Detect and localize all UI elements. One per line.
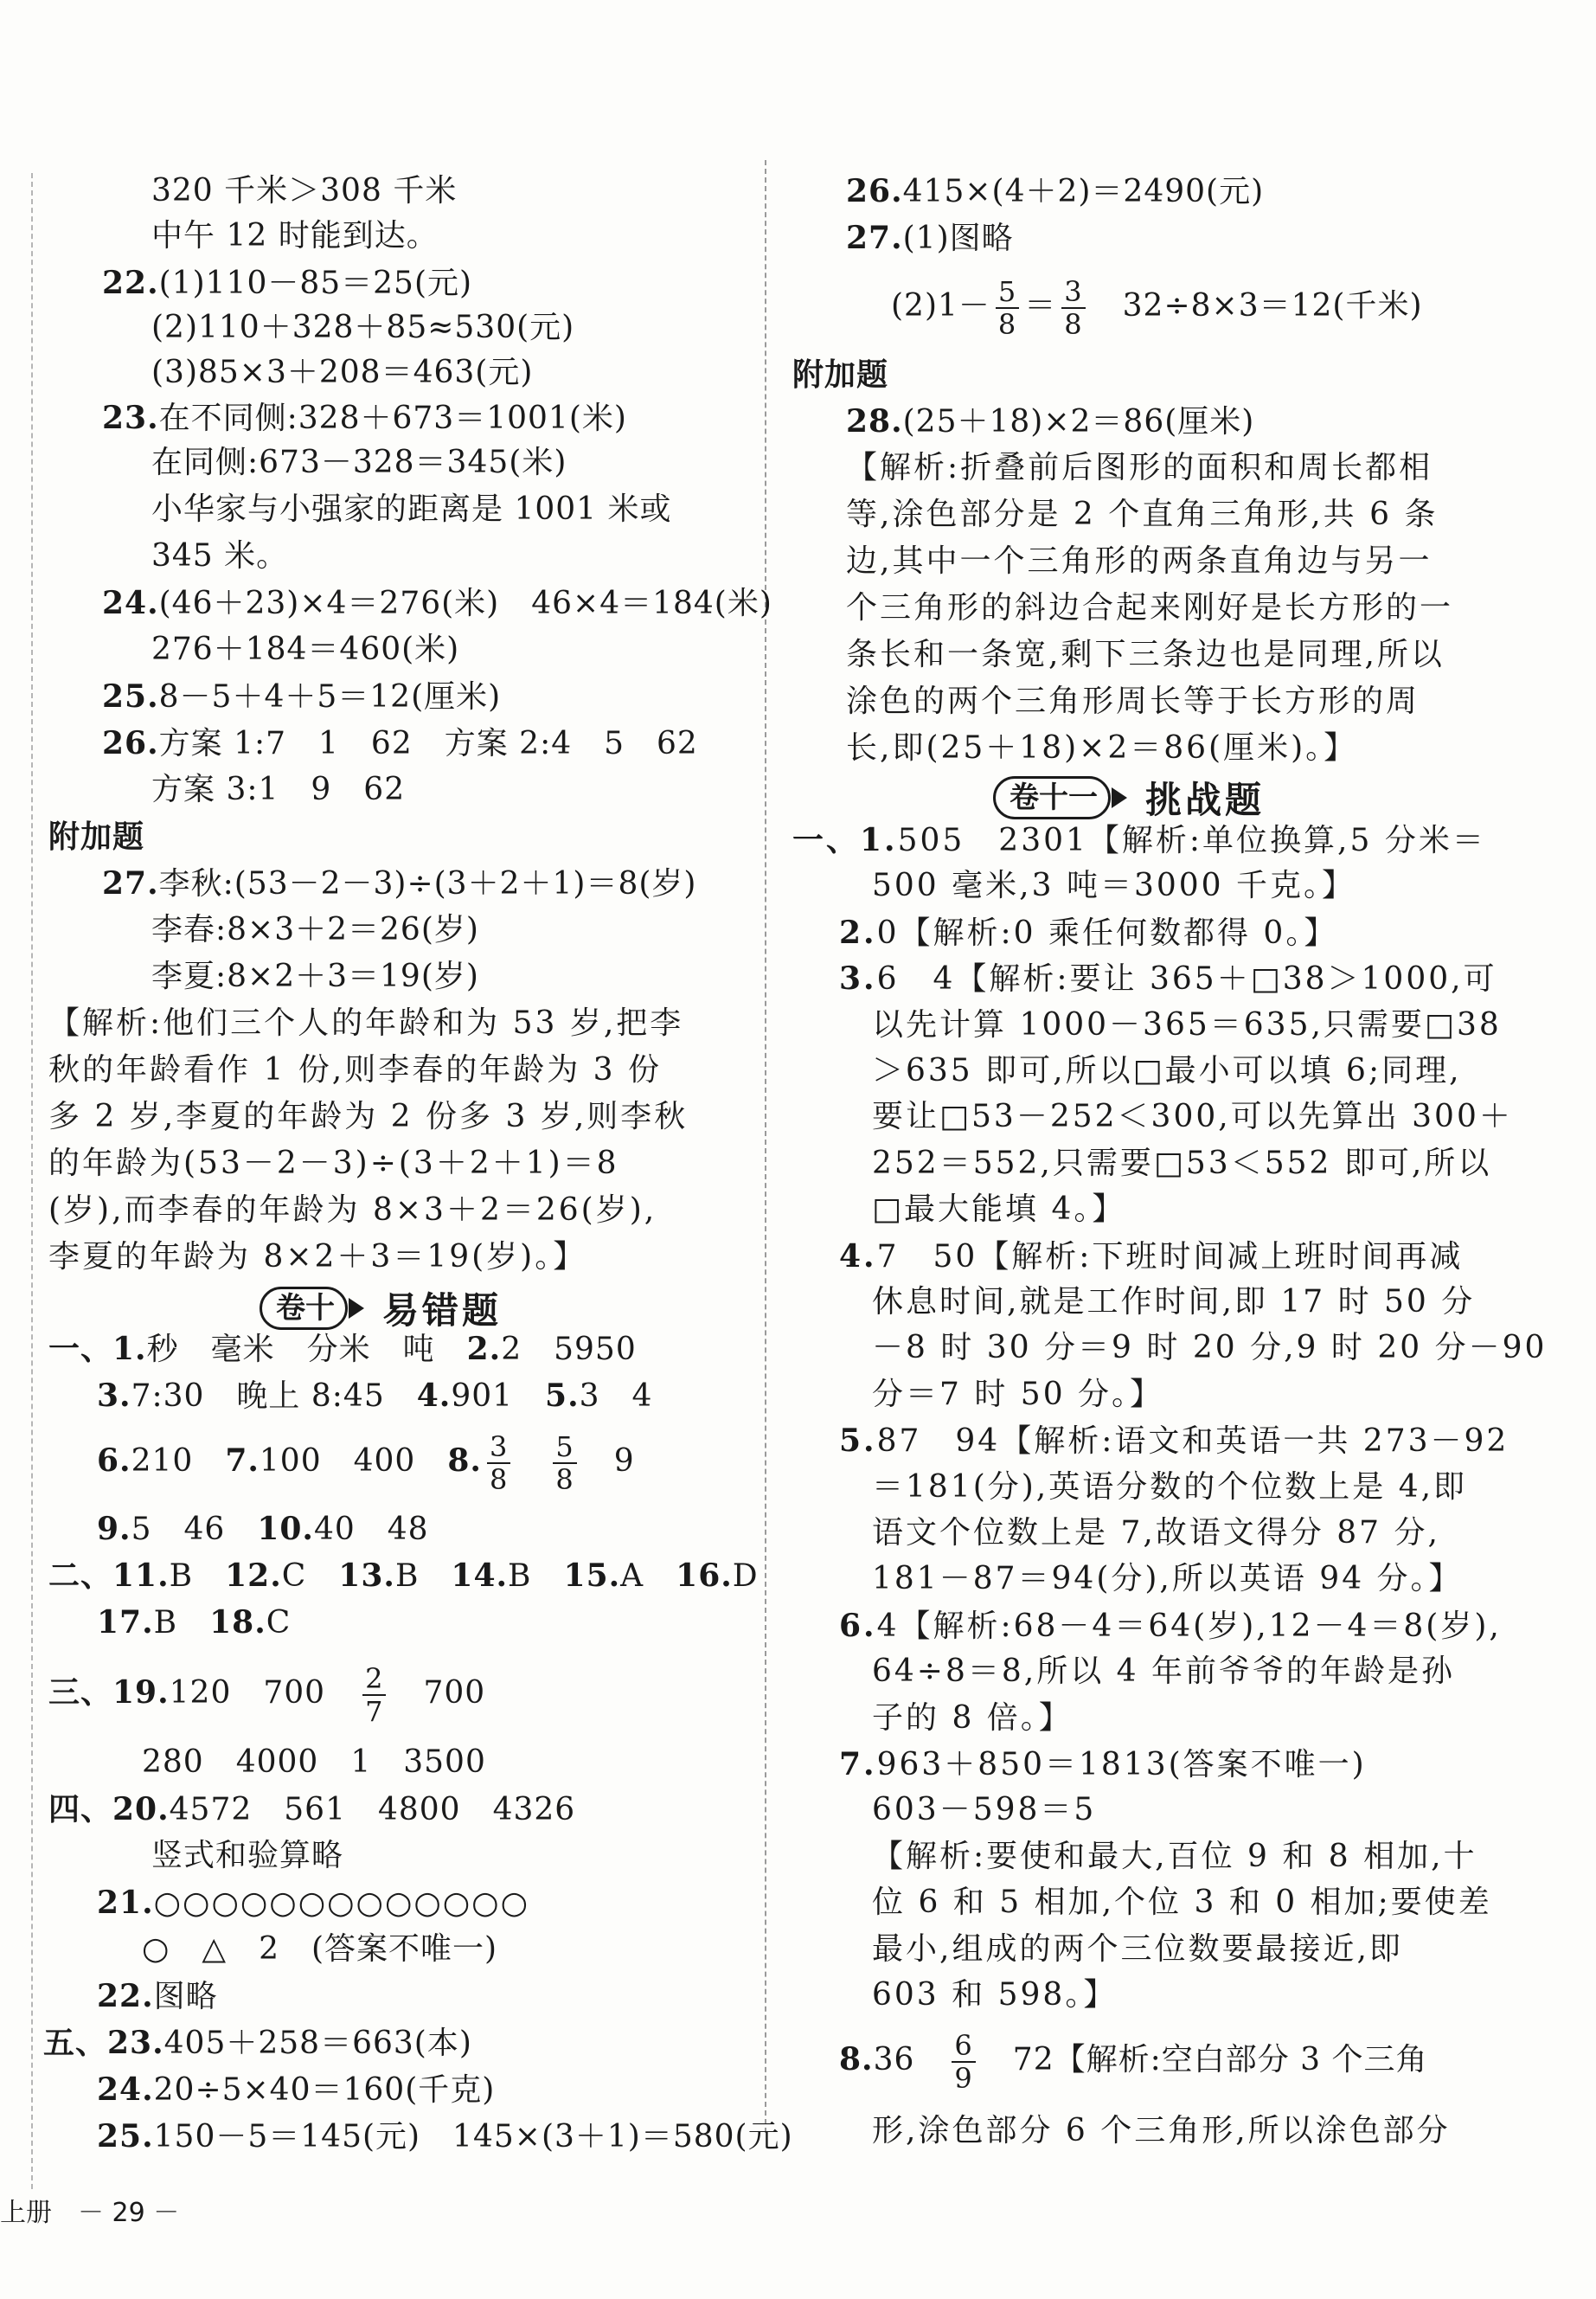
answer-text: □最大能填 4。】 [872,1191,1126,1227]
answer-row [839,1421,1509,1461]
text-line: 在同侧:673－328＝345(米) [151,445,567,480]
question-number: 13. [338,1557,395,1594]
answer-text: B [153,1605,210,1641]
analysis-line [872,1790,1096,1830]
badge-label: 卷十一 [1010,780,1098,815]
question-number: 24. [97,2071,154,2108]
text-line: (2)110＋328＋85≈530(元) [151,310,575,345]
question-number: 2. [839,915,877,951]
answer-text: 505 2301【解析:单位换算,5 分米＝ [897,823,1486,858]
answer-text: 4【解析:68－4＝64(岁),12－4＝8(岁), [876,1609,1502,1644]
answer-row [97,1426,635,1496]
question-24 [102,583,772,624]
answer-text: 415×(4＋2)＝2490(元) [902,174,1265,209]
question-25 [102,677,501,717]
analysis-line [872,1883,1492,1923]
question-number: 27. [102,865,159,902]
analysis-line [872,1467,1467,1507]
question-22 [102,263,472,304]
analysis-line [872,1975,1117,2015]
answer-text: 【解析:要使和最大,百位 9 和 8 相加,十 [872,1839,1477,1874]
answer-text: (46＋23)×4＝276(米) 46×4＝184(米) [158,586,772,621]
answer-text: 位 6 和 5 相加,个位 3 和 0 相加;要使差 [872,1885,1492,1920]
answer-text: D [732,1558,759,1594]
question-number: 五、23. [43,2025,164,2061]
analysis-line: 条长和一条宽,剩下三条边也是同理,所以 [846,637,1445,672]
fraction [362,1663,386,1727]
answer-row [97,1376,652,1416]
analysis-line: 秋的年龄看作 1 份,则李春的年龄为 3 份 [48,1052,663,1088]
answer-row [97,1883,529,1923]
answer-text: 40 48 [313,1512,429,1547]
analysis-line [872,1375,1163,1415]
answer-row [839,959,1497,999]
answer-text: 120 700 [169,1675,326,1711]
fraction [1061,276,1085,340]
answer-text: 181－87＝94(分),所以英语 94 分。】 [872,1561,1463,1596]
question-number: 2. [466,1331,502,1367]
question-28 [846,401,1254,442]
answer-row [891,272,1423,341]
numerator: 3 [487,1431,510,1464]
answer-row [97,1976,218,2017]
denominator: 8 [489,1463,509,1496]
answer-text: 6 4【解析:要让 365＋□38＞1000,可 [876,961,1497,997]
analysis-line [872,1144,1491,1184]
answer-text: B [169,1558,226,1594]
analysis-line: 多 2 岁,李夏的年龄为 2 份多 3 岁,则李秋 [48,1099,689,1134]
question-number: 5. [545,1377,580,1414]
circle-symbols: ○○○○○○○○○○○○○ [153,1885,529,1921]
analysis-line [872,1930,1403,1969]
question-number: 9. [97,1511,131,1547]
answer-text: 3 4 [579,1378,653,1414]
question-number: 8. [447,1442,482,1479]
answer-row [839,913,1337,954]
analysis-line: 个三角形的斜边合起来刚好是长方形的一 [846,590,1454,626]
answer-text: 7:30 晚上 8:45 [131,1378,417,1414]
analysis-line: 的年龄为(53－2－3)÷(3＋2＋1)＝8 [48,1146,619,1181]
answer-text: －8 时 30 分＝9 时 20 分,9 时 20 分－90 [872,1330,1548,1365]
question-number: 三、19. [48,1674,170,1711]
analysis-line: 边,其中一个三角形的两条直角边与另一 [846,543,1433,579]
analysis-line: 涂色的两个三角形周长等于长方形的周 [846,684,1420,719]
question-number: 四、20. [48,1791,170,1827]
question-number: 26. [846,173,903,209]
answer-text: 9 [613,1443,635,1479]
answer-text: 252＝552,只需要□53＜552 即可,所以 [872,1146,1492,1181]
answer-row [48,1329,637,1370]
section-badge-10 [260,1282,502,1334]
answer-text: ＝ [1024,288,1057,324]
answer-text: ＞635 即可,所以□最小可以填 6;同理, [872,1053,1462,1088]
answer-text: ＝181(分),英语分数的个位数上是 4,即 [872,1469,1468,1505]
text-line: 320 千米＞308 千米 [151,173,458,209]
answer-text: 方案 1:7 1 62 方案 2:4 5 62 [158,726,698,761]
denominator: 9 [954,2062,973,2095]
question-number: 7. [839,1746,877,1782]
answer-text: 7 50【解析:下班时间减上班时间再减 [876,1239,1464,1275]
question-number: 16. [676,1557,733,1594]
question-26 [102,723,698,764]
answer-text: (2)1－ [891,288,990,324]
answer-text: 72【解析:空白部分 3 个三角 [1012,2042,1428,2077]
denominator: 8 [1064,308,1083,341]
answer-text: 32÷8×3＝12(千米) [1122,288,1423,324]
fraction [553,1431,576,1495]
question-number: 一、1. [48,1331,147,1367]
answer-text: 在不同侧:328＋673＝1001(米) [158,401,627,436]
arrow-icon [1112,787,1127,808]
answer-text: 100 400 [259,1443,448,1479]
question-number: 28. [846,403,903,440]
right-column [761,0,1596,2299]
answer-row [97,1602,291,1643]
analysis-line: 长,即(25＋18)×2＝86(厘米)。】 [846,730,1358,766]
badge-pill [993,776,1111,819]
question-27 [102,864,696,904]
badge-label: 卷十 [276,1291,335,1326]
analysis-line: 【解析:他们三个人的年龄和为 53 岁,把李 [48,1005,684,1041]
question-number: 18. [209,1604,266,1641]
analysis-line [872,1559,1463,1599]
answer-row [48,1789,575,1830]
text-line: 李春:8×3＋2＝26(岁) [151,912,479,947]
section-title: 挑战题 [1145,779,1266,821]
numerator: 3 [1061,276,1085,309]
answer-text: 150－5＝145(元) 145×(3＋1)＝580(元) [153,2119,793,2155]
question-number: 17. [97,1604,154,1641]
answer-row [839,1606,1502,1647]
text-line: 李夏:8×2＋3＝19(岁) [151,959,479,994]
answer-text: 963＋850＝1813(答案不唯一) [876,1747,1367,1782]
question-number: 12. [225,1557,282,1594]
fraction [952,2030,975,2094]
answer-text: 李秋:(53－2－3)÷(3＋2＋1)＝8(岁) [158,866,697,902]
answer-text: 0【解析:0 乘任何数都得 0。】 [876,915,1338,951]
left-column [0,0,793,2299]
text-line: 276＋184＝460(米) [151,632,460,667]
answer-text: 图略 [153,1979,218,2014]
denominator: 7 [365,1695,384,1728]
question-number: 8. [839,2041,874,2077]
section-heading-extra: 附加题 [48,819,145,855]
answer-text: 5 46 [131,1512,258,1547]
answer-text: B [508,1558,564,1594]
question-number: 26. [102,725,159,761]
question-number: 22. [102,265,159,301]
question-number: 7. [225,1442,260,1479]
answer-text: (25＋18)×2＝86(厘米) [902,404,1255,440]
answer-text: 要让□53－252＜300,可以先算出 300＋ [872,1099,1513,1134]
answer-text: 603－598＝5 [872,1792,1097,1827]
answer-text: 子的 8 倍。】 [872,1700,1073,1736]
answer-text: B [394,1558,452,1594]
denominator: 8 [555,1463,574,1496]
answer-text: 以先计算 1000－365＝635,只需要□38 [872,1007,1502,1043]
question-number: 6. [97,1442,131,1479]
question-number: 23. [102,400,159,436]
question-number: 15. [563,1557,621,1594]
answer-text: 210 [131,1443,226,1479]
answer-text: 最小,组成的两个三位数要最接近,即 [872,1931,1403,1967]
question-number: 14. [451,1557,509,1594]
section-title: 易错题 [382,1289,503,1332]
text-line: 形,涂色部分 6 个三角形,所以涂色部分 [872,2113,1451,2148]
answer-text: 秒 毫米 分米 吨 [146,1332,467,1367]
analysis-line [872,1051,1462,1091]
text-line: 竖式和验算略 [151,1838,344,1873]
answer-text: 36 [873,2042,915,2077]
question-23 [102,398,627,439]
arrow-icon [349,1298,364,1319]
question-number: 4. [839,1238,877,1275]
question-number: 6. [839,1608,877,1644]
question-number: 5. [839,1422,877,1459]
answer-text: (1)图略 [902,221,1014,256]
badge-pill [260,1287,348,1330]
answer-text: A [620,1558,676,1594]
answer-text: 64÷8＝8,所以 4 年前爷爷的年龄是孙 [872,1654,1456,1689]
text-line: 中午 12 时能到达。 [151,218,439,254]
answer-row [839,1744,1367,1785]
question-number: 27. [846,220,903,256]
question-27 [846,218,1014,259]
answer-text: 500 毫米,3 吨＝3000 千克。】 [872,868,1356,903]
answer-row [97,2070,495,2110]
text-line: 方案 3:1 9 62 [151,772,406,807]
answer-text: 20÷5×40＝160(千克) [153,2072,496,2108]
answer-row [792,820,1486,861]
numerator: 5 [996,276,1019,309]
analysis-line: 【解析:折叠前后图形的面积和周长都相 [846,450,1433,485]
question-number: 24. [102,585,159,621]
denominator: 8 [997,308,1017,341]
question-number: 22. [97,1978,154,2014]
analysis-line [872,1699,1073,1738]
answer-text: C [266,1605,292,1641]
answer-text: 901 [451,1378,546,1414]
text-line: (3)85×3＋208＝463(元) [151,355,534,390]
answer-text: 8－5＋4＋5＝12(厘米) [158,679,502,715]
answer-text: C [281,1558,339,1594]
section-heading-extra: 附加题 [792,356,889,393]
fraction [487,1431,510,1495]
numerator: 6 [952,2030,975,2063]
numerator: 5 [553,1431,576,1464]
text-line: ○ △ 2 (答案不唯一) [142,1931,498,1967]
analysis-line [872,1097,1513,1137]
answer-text: 分＝7 时 50 分。】 [872,1377,1164,1412]
question-number: 10. [257,1511,314,1547]
analysis-line: 李夏的年龄为 8×2＋3＝19(岁)。】 [48,1239,587,1275]
analysis-line [872,1190,1125,1230]
answer-text: 700 [423,1675,486,1711]
analysis-line [872,866,1356,906]
fraction [996,276,1019,340]
answer-row [839,1236,1463,1277]
question-number: 4. [416,1377,452,1414]
answer-text: 4572 561 4800 4326 [169,1792,576,1827]
question-number: 二、11. [48,1557,170,1594]
section-badge-11 [993,772,1265,824]
answer-text: 603 和 598。】 [872,1977,1118,2013]
question-number: 3. [839,960,877,997]
answer-text: (1)110－85＝25(元) [158,266,473,301]
question-number: 3. [97,1377,131,1414]
question-number: 25. [97,2118,154,2155]
analysis-line [872,1005,1502,1045]
numerator: 2 [362,1663,386,1696]
analysis-line: 等,涂色部分是 2 个直角三角形,共 6 条 [846,497,1439,532]
question-number: 21. [97,1885,154,1921]
question-number: 一、1. [792,822,898,858]
answer-row [97,1509,429,1550]
answer-text: 405＋258＝663(本) [163,2026,472,2061]
analysis-line [872,1328,1547,1368]
question-8 [839,2025,1428,2095]
answer-text: 2 5950 [501,1332,637,1367]
page-footer: 上册 － 29 － [0,2198,180,2228]
analysis-line: (岁),而李春的年龄为 8×3＋2＝26(岁), [48,1192,657,1228]
text-line: 345 米。 [151,538,289,574]
answer-row [48,1556,759,1596]
analysis-line [872,1837,1477,1877]
question-number: 25. [102,678,159,715]
answer-row [97,2116,793,2157]
analysis-line [872,1652,1455,1692]
answer-text: 87 94【解析:语文和英语一共 273－92 [876,1423,1509,1459]
answer-row [43,2023,472,2064]
question-26 [846,171,1264,212]
text-line: 小华家与小强家的距离是 1001 米或 [151,491,672,527]
analysis-line [872,1282,1475,1322]
answer-row [48,1658,485,1728]
answer-text: 语文个位数上是 7,故语文得分 87 分, [872,1515,1440,1551]
analysis-line [872,1513,1440,1553]
text-line: 280 4000 1 3500 [142,1744,486,1780]
answer-text: 休息时间,就是工作时间,即 17 时 50 分 [872,1284,1476,1320]
